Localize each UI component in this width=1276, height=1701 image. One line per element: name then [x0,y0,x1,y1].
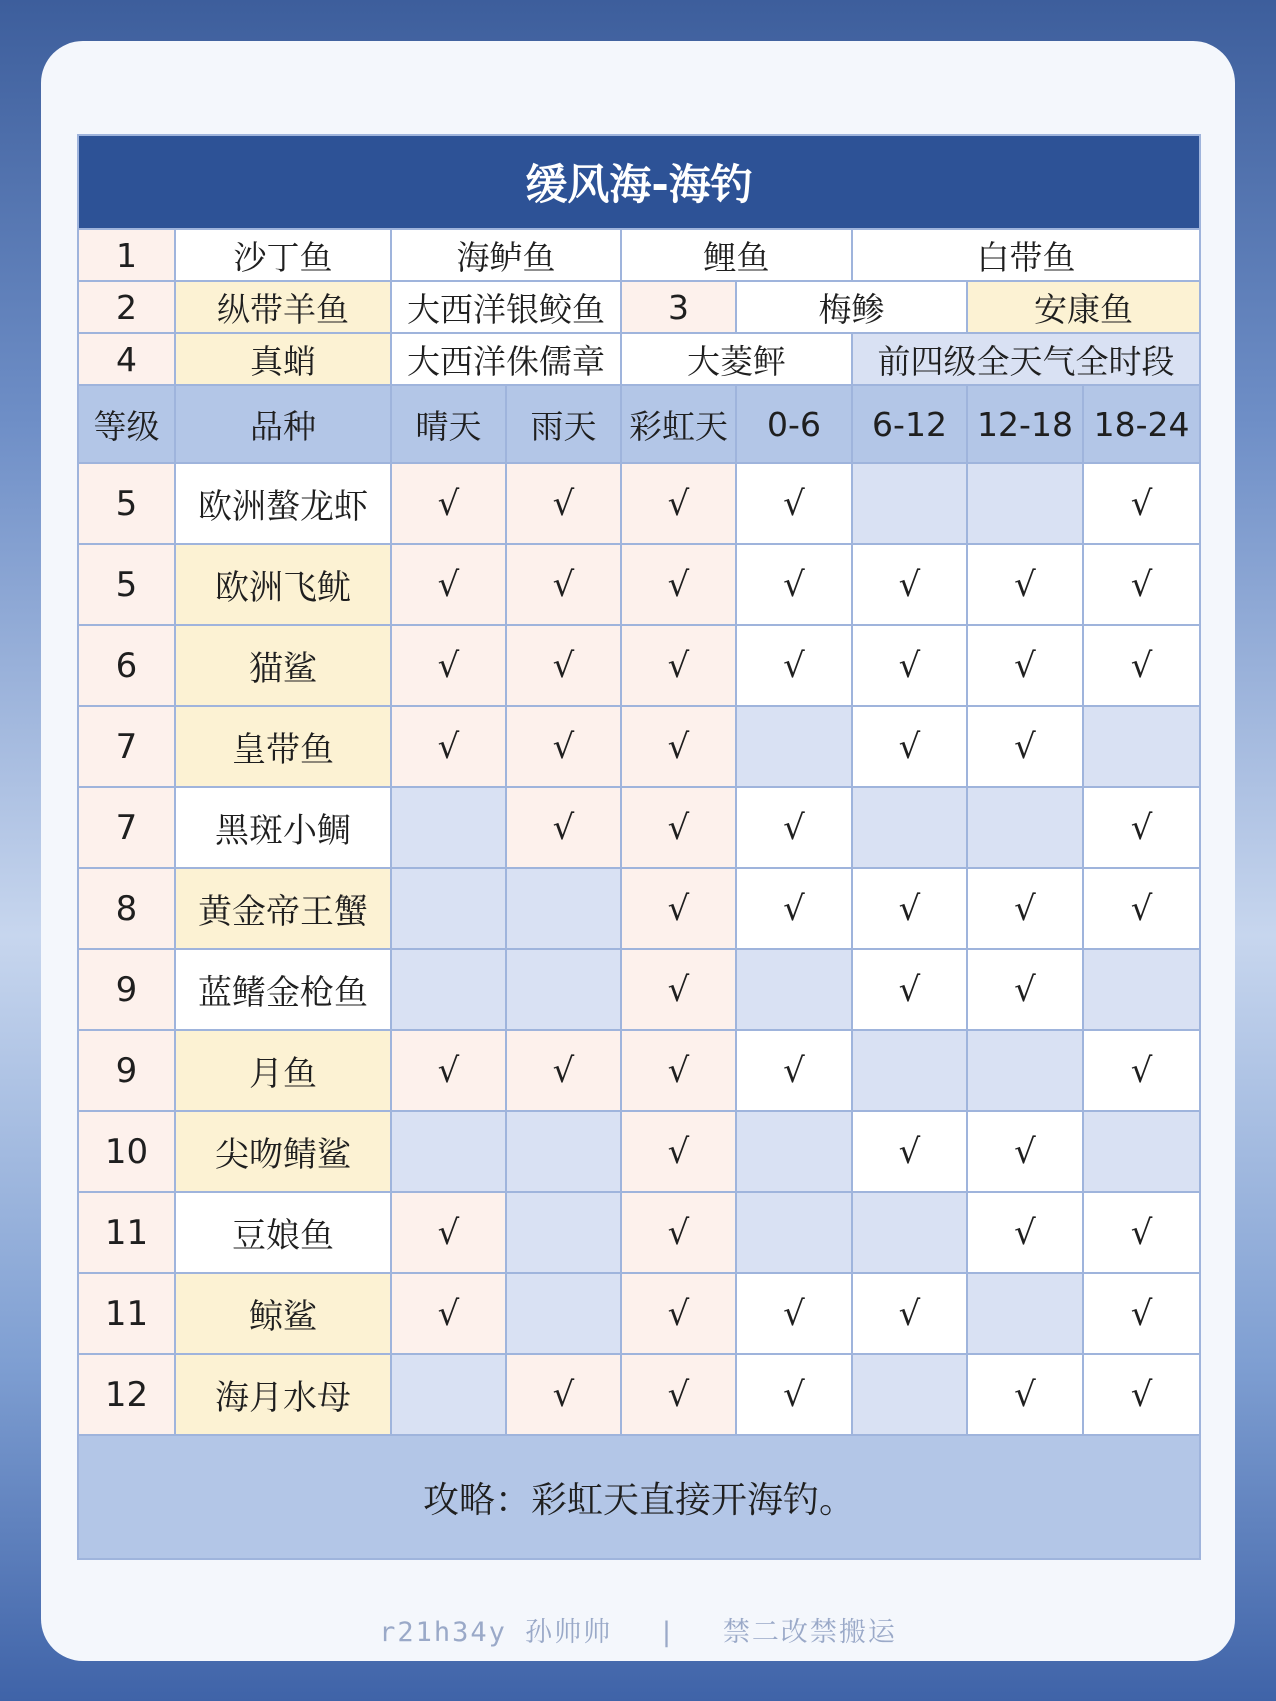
check-cell: √ [736,1030,852,1111]
check-cell: √ [736,463,852,544]
basic-fish-cell: 4 [78,333,175,385]
check-cell: √ [391,463,506,544]
credit-line [0,1610,1276,1649]
check-cell: √ [621,787,736,868]
basic-fish-cell: 纵带羊鱼 [175,281,391,333]
empty-cell [736,1192,852,1273]
species-cell: 猫鲨 [175,625,391,706]
level-cell: 11 [78,1273,175,1354]
check-cell: √ [621,1030,736,1111]
level-cell: 5 [78,463,175,544]
column-header: 18-24 [1083,385,1200,463]
check-cell: √ [506,706,621,787]
species-cell: 海月水母 [175,1354,391,1435]
check-cell: √ [736,1354,852,1435]
basic-fish-row [78,281,1200,333]
basic-fish-cell: 真蛸 [175,333,391,385]
check-cell: √ [391,1192,506,1273]
credit-author: r21h34y 孙帅帅 [379,1617,613,1648]
level-cell: 11 [78,1192,175,1273]
basic-fish-cell: 鲤鱼 [621,229,852,281]
basic-fish-cell: 海鲈鱼 [391,229,621,281]
check-cell: √ [1083,1030,1200,1111]
empty-cell [967,1030,1083,1111]
check-cell: √ [506,787,621,868]
check-cell: √ [852,949,967,1030]
table-row [78,949,1200,1030]
empty-cell [852,1354,967,1435]
empty-cell [1083,706,1200,787]
check-cell: √ [506,544,621,625]
empty-cell [967,787,1083,868]
check-cell: √ [506,1030,621,1111]
empty-cell [736,1111,852,1192]
check-cell: √ [852,544,967,625]
empty-cell [391,1111,506,1192]
column-header: 雨天 [506,385,621,463]
empty-cell [736,706,852,787]
check-cell: √ [391,706,506,787]
check-cell: √ [506,1354,621,1435]
table-row [78,625,1200,706]
table-row [78,1030,1200,1111]
basic-fish-row [78,229,1200,281]
empty-cell [736,949,852,1030]
fishing-table [77,134,1201,1560]
column-header: 6-12 [852,385,967,463]
check-cell: √ [391,1030,506,1111]
check-cell: √ [967,1192,1083,1273]
check-cell: √ [391,625,506,706]
empty-cell [506,1273,621,1354]
check-cell: √ [852,625,967,706]
empty-cell [506,949,621,1030]
empty-cell [1083,1111,1200,1192]
check-cell: √ [967,1354,1083,1435]
check-cell: √ [852,1111,967,1192]
check-cell: √ [1083,463,1200,544]
table-title: 缓风海-海钓 [78,135,1200,229]
level-cell: 10 [78,1111,175,1192]
header-row [78,385,1200,463]
check-cell: √ [967,868,1083,949]
empty-cell [506,1111,621,1192]
empty-cell [967,463,1083,544]
species-cell: 月鱼 [175,1030,391,1111]
check-cell: √ [621,463,736,544]
empty-cell [391,868,506,949]
species-cell: 黄金帝王蟹 [175,868,391,949]
check-cell: √ [1083,787,1200,868]
empty-cell [391,1354,506,1435]
column-header: 晴天 [391,385,506,463]
empty-cell [852,1192,967,1273]
check-cell: √ [736,787,852,868]
check-cell: √ [621,868,736,949]
empty-cell [1083,949,1200,1030]
basic-fish-cell: 安康鱼 [967,281,1200,333]
basic-fish-cell: 前四级全天气全时段 [852,333,1200,385]
check-cell: √ [1083,1192,1200,1273]
level-cell: 7 [78,787,175,868]
check-cell: √ [621,1354,736,1435]
table-row [78,544,1200,625]
check-cell: √ [852,1273,967,1354]
column-header: 品种 [175,385,391,463]
level-cell: 7 [78,706,175,787]
check-cell: √ [506,625,621,706]
basic-fish-cell: 沙丁鱼 [175,229,391,281]
empty-cell [967,1273,1083,1354]
column-header: 等级 [78,385,175,463]
check-cell: √ [621,625,736,706]
check-cell: √ [621,706,736,787]
check-cell: √ [621,544,736,625]
species-cell: 黑斑小鲷 [175,787,391,868]
table-row [78,1192,1200,1273]
table-row [78,1354,1200,1435]
basic-fish-cell: 白带鱼 [852,229,1200,281]
check-cell: √ [967,1111,1083,1192]
basic-fish-cell: 1 [78,229,175,281]
check-cell: √ [506,463,621,544]
level-cell: 9 [78,949,175,1030]
check-cell: √ [391,544,506,625]
level-cell: 8 [78,868,175,949]
credit-separator: | [658,1617,677,1648]
empty-cell [391,787,506,868]
check-cell: √ [621,1192,736,1273]
table-row [78,463,1200,544]
check-cell: √ [621,1273,736,1354]
check-cell: √ [1083,1354,1200,1435]
check-cell: √ [736,868,852,949]
table-row [78,706,1200,787]
empty-cell [506,868,621,949]
empty-cell [852,787,967,868]
column-header: 12-18 [967,385,1083,463]
check-cell: √ [967,544,1083,625]
check-cell: √ [736,1273,852,1354]
species-cell: 蓝鳍金枪鱼 [175,949,391,1030]
basic-fish-cell: 3 [621,281,736,333]
check-cell: √ [736,625,852,706]
basic-fish-cell: 大菱鲆 [621,333,852,385]
check-cell: √ [967,625,1083,706]
check-cell: √ [1083,868,1200,949]
empty-cell [391,949,506,1030]
empty-cell [852,1030,967,1111]
empty-cell [852,463,967,544]
level-cell: 12 [78,1354,175,1435]
check-cell: √ [621,949,736,1030]
basic-fish-cell: 大西洋银鲛鱼 [391,281,621,333]
check-cell: √ [621,1111,736,1192]
column-header: 彩虹天 [621,385,736,463]
check-cell: √ [967,949,1083,1030]
check-cell: √ [736,544,852,625]
tip-text: 攻略：彩虹天直接开海钓。 [78,1435,1200,1559]
species-cell: 鲸鲨 [175,1273,391,1354]
check-cell: √ [1083,1273,1200,1354]
table-row [78,1111,1200,1192]
check-cell: √ [852,706,967,787]
species-cell: 尖吻鲭鲨 [175,1111,391,1192]
species-cell: 欧洲螯龙虾 [175,463,391,544]
table-row [78,868,1200,949]
check-cell: √ [1083,544,1200,625]
empty-cell [506,1192,621,1273]
tip-row [78,1435,1200,1559]
column-header: 0-6 [736,385,852,463]
check-cell: √ [967,706,1083,787]
table-row [78,1273,1200,1354]
basic-fish-row [78,333,1200,385]
species-cell: 豆娘鱼 [175,1192,391,1273]
basic-fish-cell: 2 [78,281,175,333]
species-cell: 皇带鱼 [175,706,391,787]
check-cell: √ [391,1273,506,1354]
level-cell: 6 [78,625,175,706]
basic-fish-cell: 大西洋侏儒章 [391,333,621,385]
species-cell: 欧洲飞鱿 [175,544,391,625]
level-cell: 5 [78,544,175,625]
credit-notice: 禁二改禁搬运 [722,1617,897,1648]
level-cell: 9 [78,1030,175,1111]
check-cell: √ [1083,625,1200,706]
basic-fish-cell: 梅鲹 [736,281,967,333]
table-row [78,787,1200,868]
check-cell: √ [852,868,967,949]
